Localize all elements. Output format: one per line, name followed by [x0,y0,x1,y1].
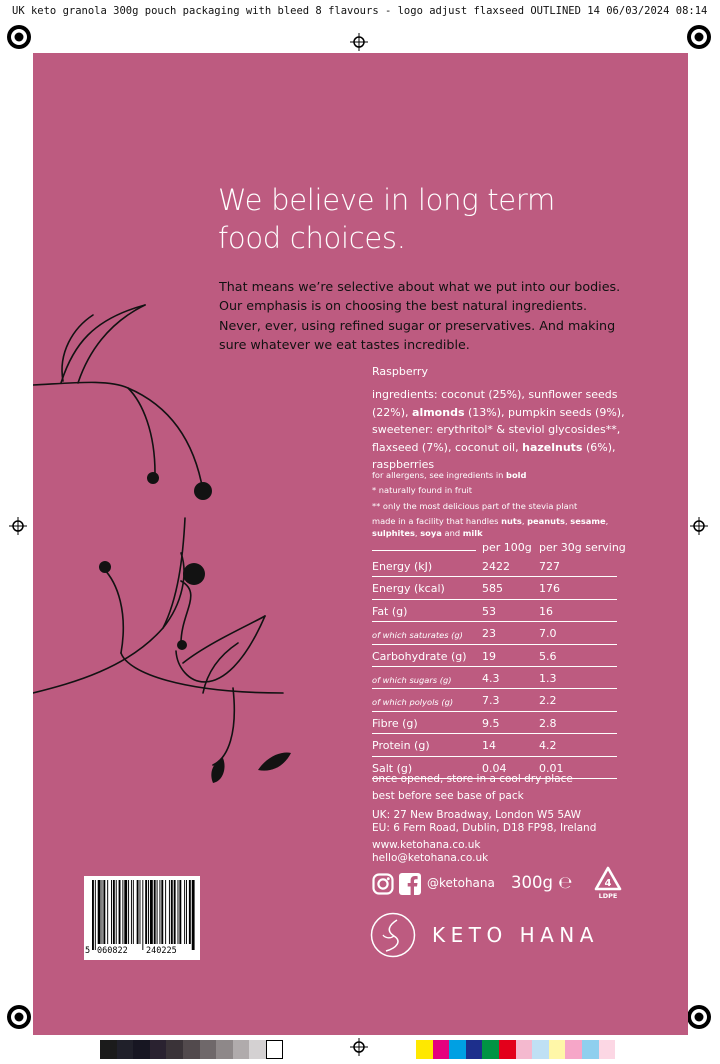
value-per-100g: 23 [482,627,496,641]
barcode-bar [154,880,156,944]
note-text: made in a facility that handles [372,515,502,526]
barcode-bar [98,880,101,944]
recycle-label: LDPE [598,892,618,900]
barcode-bar [128,880,129,944]
note-text: , [414,528,421,539]
storage-info [372,771,573,804]
colour-swatch [166,1040,183,1059]
nutrition-rows [372,555,617,779]
registration-mark-bottom-left [6,1004,32,1030]
crosshair-target-bottom [350,1038,368,1056]
colour-swatch [516,1040,533,1059]
column-per-100g: per 100g [482,541,532,554]
barcode-bar [159,880,160,944]
allergen-sesame: sesame [570,515,606,526]
headline [218,181,555,257]
nutrition-row [372,689,617,711]
barcode-digits-right: 240225 [146,946,177,956]
recycle-ldpe-icon [593,866,623,900]
colour-swatch [532,1040,549,1059]
header-rule [372,550,476,551]
print-slug-line: UK keto granola 300g pouch packaging with bleed 8 flavours - logo adjust flaxseed OUTLINED 14 06/03/2024 08:14 [12,5,708,17]
ingredients-list [372,386,652,474]
barcode-bar [157,880,158,944]
nutrition-row [372,667,617,689]
nutrition-row [372,645,617,667]
value-per-serving: 2.8 [539,716,557,730]
note-text: and [441,528,463,539]
nutrient-name: Carbohydrate (g) [372,649,467,663]
allergen-notes [372,468,608,541]
colour-swatch [433,1040,450,1059]
contact-block [372,839,488,865]
barcode-bar [133,880,134,944]
colour-swatch [599,1040,616,1059]
facebook-icon [399,873,421,895]
barcode [84,876,200,960]
barcode-bar [107,880,108,944]
nutrient-name: Fibre (g) [372,716,418,730]
allergen-sulphites: sulphites [372,528,415,539]
crosshair-target-right [690,517,708,535]
barcode-bar [186,880,187,944]
crosshair-target-left [9,517,27,535]
value-per-100g: 4.3 [482,671,500,685]
note-text: for allergens, see ingredients in [372,470,507,480]
nutrient-name: of which sugars (g) [372,674,452,685]
ingredients-text: ingredients: coconut (25%), sunflower seeds (22%), [372,388,618,419]
barcode-bar [145,880,147,944]
value-per-serving: 176 [539,582,560,596]
barcode-bar [171,880,173,944]
crosshair-target-top [350,33,368,51]
intro-line: Our emphasis is on choosing the best natural ingredients. [219,298,588,314]
allergen-soya: soya [420,528,442,539]
headline-line-1: We believe in long term [218,183,555,217]
intro-line: Never, ever, using refined sugar or preservatives. And making [219,317,616,333]
barcode-bar [192,880,195,950]
barcode-digit-lead: 5 [85,946,91,956]
nutrient-name: Energy (kJ) [372,560,433,573]
address-eu: EU: 6 Fern Road, Dublin, D18 FP98, Ireland [372,821,597,834]
nutrition-row [372,577,617,599]
value-per-serving: 7.0 [539,627,557,641]
registration-mark-top-left [6,24,32,50]
colour-swatch [117,1040,134,1059]
nutrition-header [372,533,626,555]
nutrition-row [372,600,617,622]
storage-line: once opened, store in a cool dry place [372,773,573,785]
net-weight: 300g ℮ [511,873,573,892]
nutrition-table [372,533,626,779]
ingredients-text: (13%), pumpkin seeds (9%), sweetener: erythritol* & steviol glycosides**, flaxseed (7%), coconut oil, [372,405,625,454]
instagram-icon [372,873,394,895]
barcode-bar [140,880,141,944]
address-uk: UK: 27 New Broadway, London W5 5AW [372,809,582,821]
value-per-100g: 14 [482,739,496,753]
ingredients-text: (6%), raspberries [372,440,616,471]
nutrient-name: Salt (g) [372,761,413,775]
note-text: , [565,515,571,526]
colour-swatch [249,1040,266,1059]
barcode-bar [184,880,185,944]
barcode-bar [119,880,121,944]
barcode-bar [111,880,112,944]
value-per-serving: 5.6 [539,649,557,663]
nutrient-name: of which polyols (g) [372,697,454,708]
colour-swatch [150,1040,167,1059]
colour-swatch [565,1040,582,1059]
allergen-almonds: almonds [412,405,465,419]
barcode-bar [142,880,143,950]
website-link: www.ketohana.co.uk [372,839,481,851]
registration-mark-top-right [686,24,712,50]
barcode-bar [150,880,153,944]
colour-swatch [449,1040,466,1059]
colour-swatch [200,1040,217,1059]
colour-swatch [216,1040,233,1059]
value-per-100g: 53 [482,604,496,618]
colour-bar-greyscale [100,1040,283,1059]
column-per-serving: per 30g serving [539,541,626,554]
colour-swatch [233,1040,250,1059]
barcode-bar [161,880,163,944]
packaging-panel [33,53,688,1035]
barcode-bar [189,880,191,944]
nutrient-name: of which saturates (g) [372,630,463,641]
value-per-100g: 585 [482,582,503,596]
value-per-serving: 1.3 [539,671,557,685]
keto-hana-logo-icon [369,911,417,959]
intro-line: sure whatever we eat tastes incredible. [219,337,470,353]
colour-swatch [466,1040,483,1059]
nutrient-name: Protein (g) [372,739,430,753]
barcode-bar [103,880,105,944]
barcode-bar [148,880,149,944]
colour-swatch [499,1040,516,1059]
value-per-serving: 16 [539,604,553,618]
colour-swatch [549,1040,566,1059]
colour-swatch [183,1040,200,1059]
best-before-line: best before see base of pack [372,789,524,802]
value-per-100g: 9.5 [482,716,500,730]
nutrient-name: Energy (kcal) [372,582,445,596]
value-per-100g: 0.04 [482,761,507,775]
value-per-100g: 19 [482,649,496,663]
allergen-nuts: nuts [501,515,522,526]
barcode-bar [137,880,139,944]
nutrition-row [372,734,617,756]
barcode-bar [116,880,117,944]
barcode-bar [124,880,127,944]
brand-name: KETO HANA [432,923,599,947]
nutrition-row [372,622,617,644]
colour-swatch [416,1040,433,1059]
value-per-100g: 2422 [482,560,510,573]
flavour-name: Raspberry [372,365,428,378]
colour-bar-process [416,1040,615,1059]
barcode-bar [102,880,103,944]
note-text: , [521,515,528,526]
recycle-number: 4 [604,878,612,889]
intro-line: That means we’re selective about what we put into our bodies. [219,279,621,294]
botanical-illustration [33,53,373,813]
barcode-bar [131,880,132,944]
social-handle: @ketohana [427,876,495,890]
allergen-milk: milk [462,528,483,539]
value-per-serving: 2.2 [539,694,557,708]
barcode-bar [122,880,123,944]
barcode-bar [174,880,176,944]
barcode-bar [113,880,115,944]
colour-swatch [266,1040,283,1059]
barcode-bar [179,880,181,944]
email-link: hello@ketohana.co.uk [372,851,489,864]
registration-mark-bottom-right [686,1004,712,1030]
colour-swatch [133,1040,150,1059]
barcode-bar [178,880,179,944]
barcode-bar [92,880,94,950]
allergen-peanuts: peanuts [527,515,565,526]
value-per-100g: 7.3 [482,694,500,708]
allergen-hazelnuts: hazelnuts [522,440,583,454]
address-block [372,809,596,835]
allergen-note [372,468,608,483]
intro-paragraph [219,277,620,355]
value-per-serving: 4.2 [539,739,557,753]
value-per-serving: 0.01 [539,761,564,775]
headline-line-2: food choices. [218,221,406,255]
barcode-bar [165,880,166,944]
note-text: , [605,515,609,526]
barcode-digits-left: 060822 [97,946,128,956]
nutrition-row [372,712,617,734]
footnote-1: * naturally found in fruit [372,485,473,496]
colour-swatch [582,1040,599,1059]
value-per-serving: 727 [539,560,560,573]
nutrient-name: Fat (g) [372,604,408,618]
nutrition-row [372,555,617,577]
note-bold: bold [506,470,527,480]
barcode-bar [169,880,170,944]
footnote-2: ** only the most delicious part of the stevia plant [372,500,578,511]
colour-swatch [100,1040,117,1059]
barcode-bar [95,880,96,950]
colour-swatch [482,1040,499,1059]
